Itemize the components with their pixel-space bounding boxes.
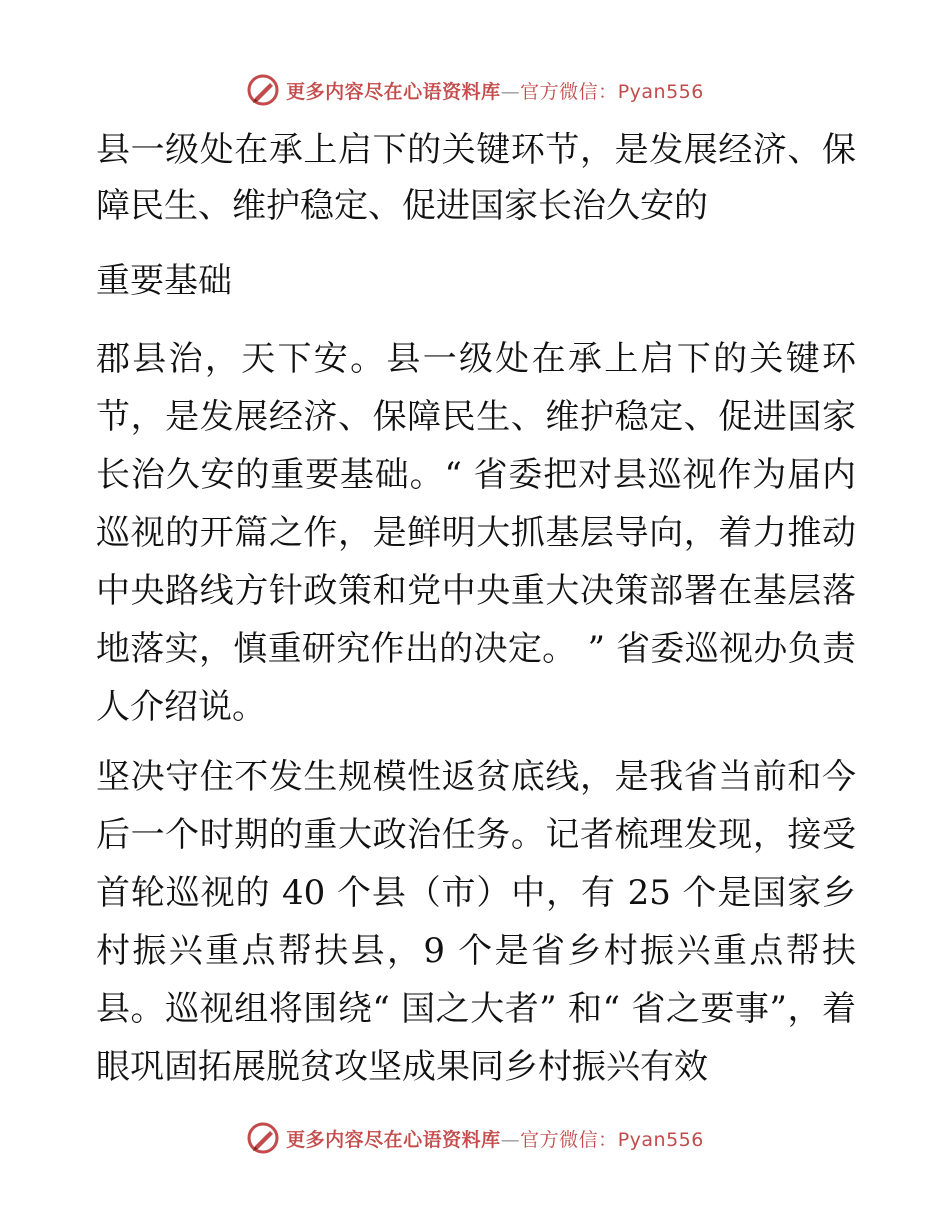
separator: — — [500, 1128, 521, 1151]
watermark-banner-bottom — [0, 1120, 950, 1156]
wechat-label: 官方微信： — [520, 80, 618, 103]
wechat-label: 官方微信： — [520, 1128, 618, 1151]
separator: — — [500, 80, 521, 103]
promo-text: 更多内容尽在心语资料库 — [286, 1128, 501, 1151]
watermark-text — [286, 77, 704, 104]
promo-text: 更多内容尽在心语资料库 — [286, 80, 501, 103]
paragraph-1: 郡县治，天下安。县一级处在承上启下的关键环节，是发展经济、保障民生、维护稳定、促进国家长治久安的重要基础。“ 省委把对县巡视作为届内巡视的开篇之作，是鲜明大抓基层导向，着力推动中央路线方针政策和党中央重大决策部署在基层落地落实，慎重研究作出的决定。 ” 省委巡视办负责人介绍说。 — [96, 339, 856, 727]
paragraph-2: 坚决守住不发生规模性返贫底线，是我省当前和今后一个时期的重大政治任务。记者梳理发现，接受首轮巡视的 40 个县（市）中，有 25 个是国家乡村振兴重点帮扶县，9 个是省乡村振兴重点帮扶县。巡视组将围绕“ 国之大者” 和“ 省之要事”，着眼巩固拓展脱贫攻坚成果同乡村振兴有效 — [96, 757, 856, 1087]
heading-line-2: 重要基础 — [96, 261, 232, 301]
wechat-id: Pyan556 — [617, 80, 704, 103]
article-body — [96, 122, 856, 1108]
heading-line-1: 县一级处在承上启下的关键环节，是发展经济、保障民生、维护稳定、促进国家长治久安的 — [96, 130, 856, 226]
wechat-id: Pyan556 — [617, 1128, 704, 1151]
watermark-banner-top — [0, 72, 950, 108]
pen-logo-icon — [246, 73, 280, 107]
pen-logo-icon — [246, 1121, 280, 1155]
watermark-text — [286, 1125, 704, 1152]
